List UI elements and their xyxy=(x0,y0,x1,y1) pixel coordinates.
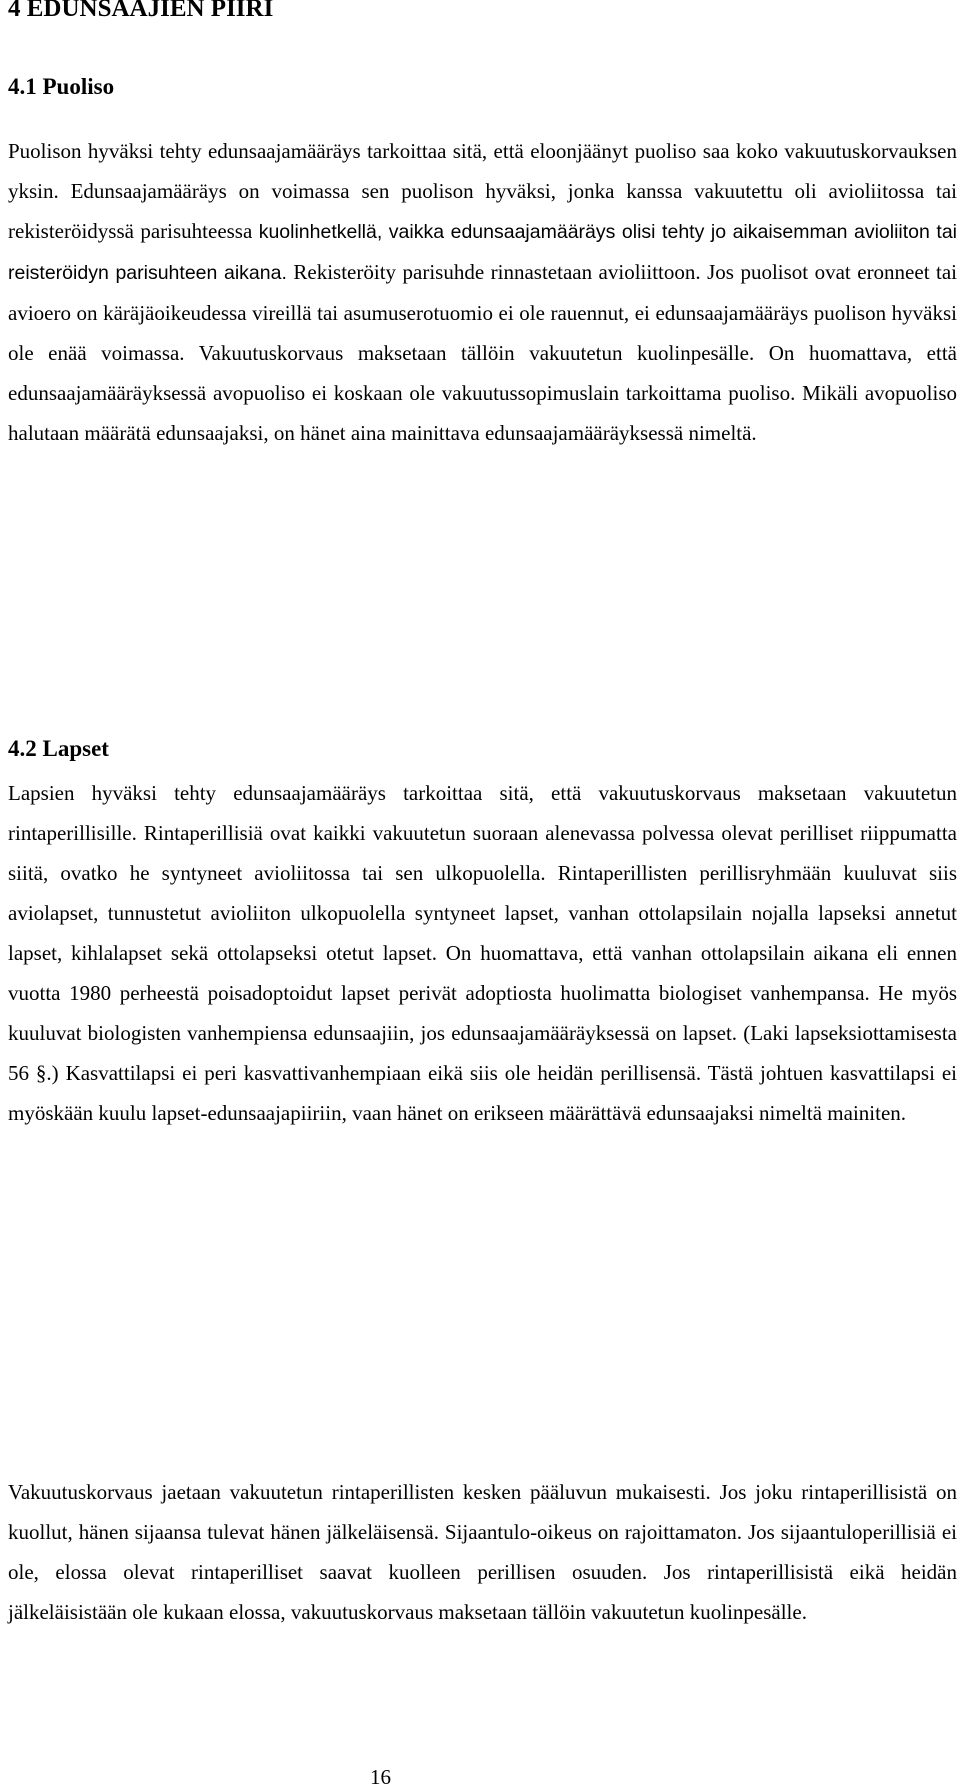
paragraph-korvauksen-jako: Vakuutuskorvaus jaetaan vakuutetun rintaperillisten kesken pääluvun mukaisesti. Jos joku rintaperillisistä on kuollut, hänen sijaansa tulevat hänen jälkeläisensä. Sijaantulo-oikeus on rajoittamaton. Jos sijaantuloperillisiä ei ole, elossa olevat rintaperilliset saavat kuolleen perillisen osuuden. Jos rintaperillisistä eikä heidän jälkeläisistään ole kukaan elossa, vakuutuskorvaus maksetaan tällöin vakuutetun kuolinpesälle. xyxy=(8,1480,957,1624)
chapter-heading: 4 EDUNSAAJIEN PIIRI xyxy=(8,0,274,22)
section-heading-lapset: 4.2 Lapset xyxy=(8,736,109,761)
page-number: 16 xyxy=(370,1765,391,1789)
paragraph-puoliso-part-3: Rekisteröity parisuhde rinnastetaan avioliittoon. Jos puolisot ovat eronneet tai avioero on käräjäoikeudessa vireillä tai asumuserotuomio ei ole rauennut, ei edunsaajamääräys puolison hyväksi ole enää voimassa. Vakuutuskorvaus maksetaan tällöin vakuutetun kuolinpesälle. On huomattava, että edunsaajamääräyksessä avopuoliso ei koskaan ole vakuutussopimuslain tarkoittama puoliso. Mikäli avopuoliso halutaan määrätä edunsaajaksi, on hänet aina mainittava edunsaajamääräyksessä nimeltä. xyxy=(8,260,958,445)
paragraph-puoliso-part-2: kuolinhetkellä, vaikka edunsaajamääräys olisi tehty jo aikaisemman avioliiton tai reisteröidyn parisuhteen aikana. xyxy=(8,221,958,284)
section-heading-puoliso: 4.1 Puoliso xyxy=(8,74,115,99)
paragraph-lapset: Lapsien hyväksi tehty edunsaajamääräys tarkoittaa sitä, että vakuutuskorvaus maksetaan vakuutetun rintaperillisille. Rintaperillisiä ovat kaikki vakuutetun suoraan alenevassa polvessa olevat perilliset riippumatta siitä, ovatko he syntyneet avioliitossa tai sen ulkopuolella. Rintaperillisten perillisryhmään kuuluvat siis aviolapset, tunnustetut avioliiton ulkopuolella syntyneet lapset, vanhan ottolapsilain nojalla lapseksi annetut lapset, kihlalapset sekä ottolapseksi otetut lapset. On huomattava, että vanhan ottolapsilain aikana eli ennen vuotta 1980 perheestä poisadoptoidut lapset perivät adoptiosta huolimatta biologiset vanhempansa. He myös kuuluvat biologisten vanhempiensa edunsaajiin, jos edunsaajamääräyksessä on lapset. (Laki lapseksiottamisesta 56 §.) Kasvattilapsi ei peri kasvattivanhempiaan eikä siis ole heidän perillisensä. Tästä johtuen kasvattilapsi ei myöskään kuulu lapset-edunsaajapiiriin, vaan hänet on erikseen määrättävä edunsaajaksi nimeltä mainiten. xyxy=(8,781,957,1125)
paragraph-puoliso-part-1: Puolison hyväksi tehty edunsaajamääräys tarkoittaa sitä, että eloonjäänyt puoliso saa koko vakuutuskorvauksen yksin. Edunsaajamääräys on voimassa sen puolison hyväksi, jonka kanssa vakuutettu oli avioliitossa tai rekisteröidyssä parisuhteessa xyxy=(8,139,957,243)
paragraph-puoliso xyxy=(8,131,957,453)
